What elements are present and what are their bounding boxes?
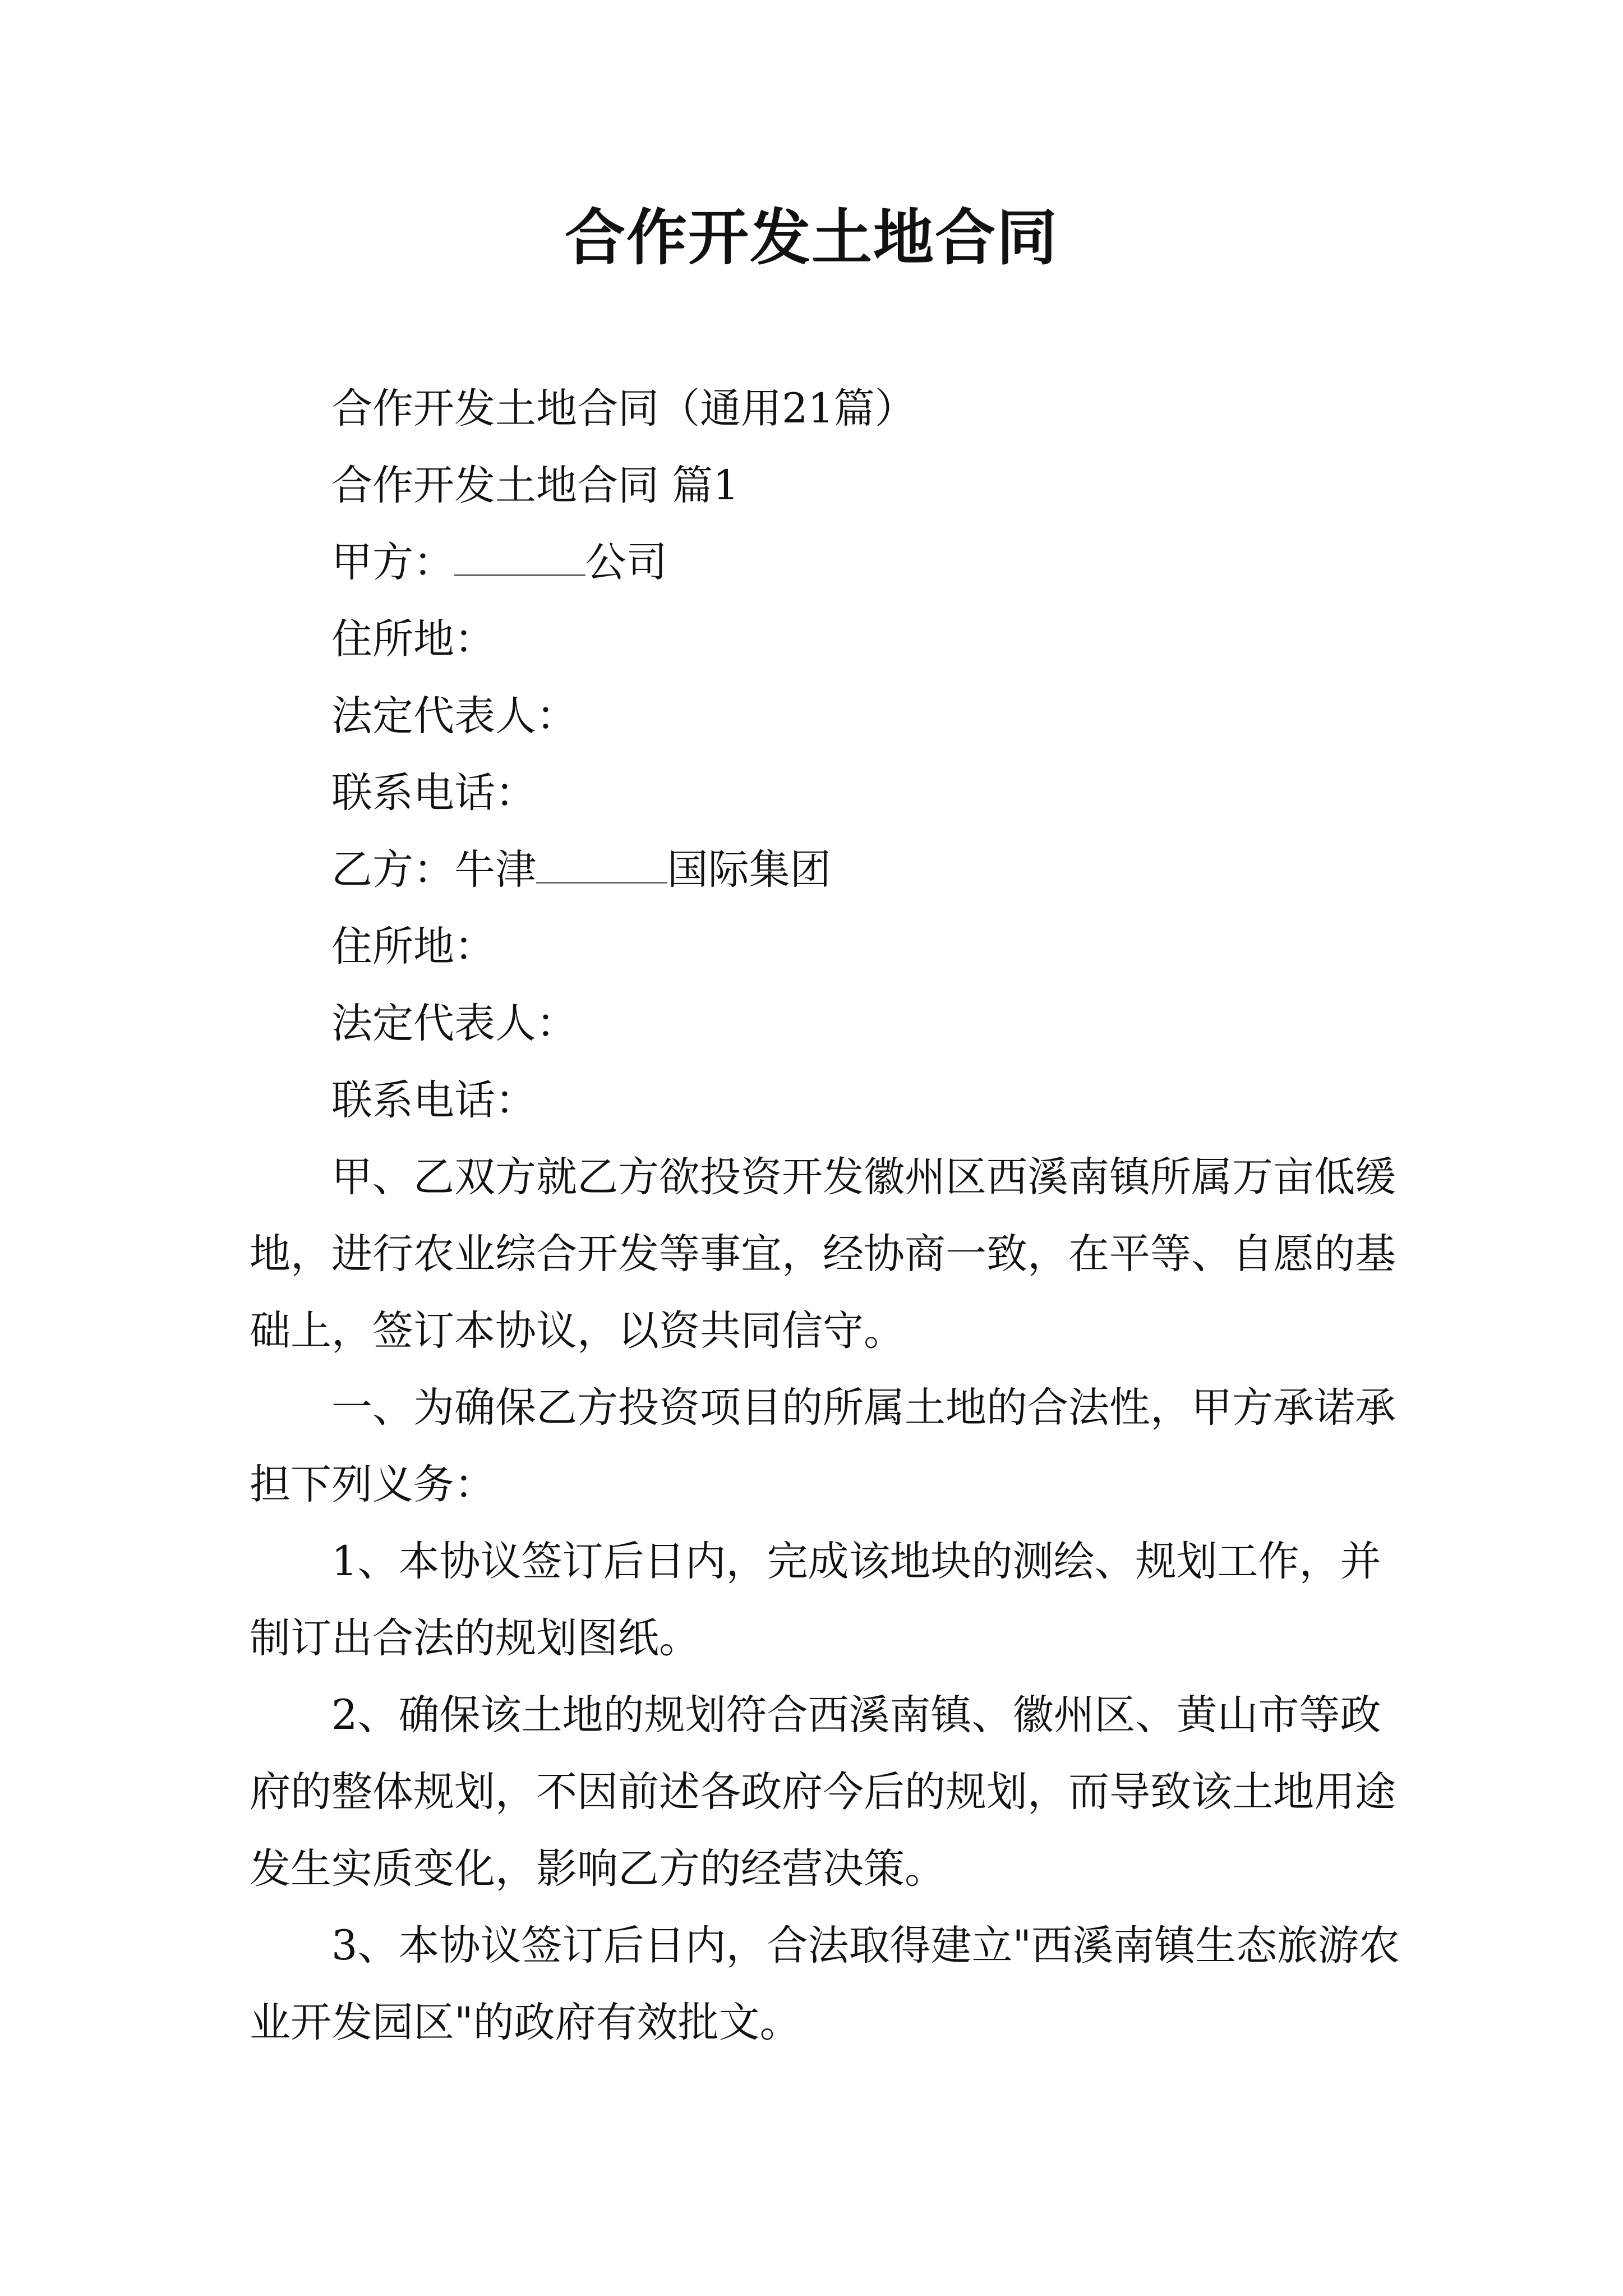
party-b-name-suffix: 国际集团 bbox=[667, 846, 831, 894]
party-b-legal-rep: 法定代表人： bbox=[331, 1000, 577, 1047]
party-a-phone: 联系电话： bbox=[331, 769, 536, 817]
paragraph-preamble: 甲、乙双方就乙方欲投资开发徽州区西溪南镇所属万亩低缓地，进行农业综合开发等事宜，经协商一致，在平等、自愿的基础上，签订本协议，以资共同信守。 bbox=[250, 1153, 1396, 1355]
party-b-name-blank bbox=[536, 843, 667, 884]
party-a-name bbox=[250, 524, 1413, 601]
party-b-phone: 联系电话： bbox=[331, 1076, 536, 1124]
party-b-name-prefix: 乙方：牛津 bbox=[331, 846, 536, 894]
paragraph-item-3: 3、本协议签订后日内，合法取得建立"西溪南镇生态旅游农业开发园区"的政府有效批文。 bbox=[250, 1922, 1400, 2046]
document-title: 合作开发土地合同 bbox=[564, 203, 1058, 273]
document-body bbox=[250, 370, 1413, 2061]
section-heading: 合作开发土地合同 篇1 bbox=[331, 462, 739, 509]
party-a-name-prefix: 甲方： bbox=[331, 539, 454, 586]
party-a-name-blank bbox=[454, 536, 585, 576]
party-b-address: 住所地： bbox=[331, 923, 495, 970]
paragraph-item-2: 2、确保该土地的规划符合西溪南镇、徽州区、黄山市等政府的整体规划，不因前述各政府今后的规划，而导致该土地用途发生实质变化，影响乙方的经营决策。 bbox=[250, 1691, 1396, 1893]
paragraph-item-1: 1、本协议签订后日内，完成该地块的测绘、规划工作，并制订出合法的规划图纸。 bbox=[250, 1538, 1381, 1662]
party-a-legal-rep: 法定代表人： bbox=[331, 692, 577, 740]
party-b-name bbox=[250, 831, 1413, 908]
document-subtitle: 合作开发土地合同（通用21篇） bbox=[331, 385, 916, 432]
party-a-address: 住所地： bbox=[331, 615, 495, 663]
paragraph-clause-1: 一、为确保乙方投资项目的所属土地的合法性，甲方承诺承担下列义务： bbox=[250, 1384, 1396, 1508]
party-a-name-suffix: 公司 bbox=[585, 539, 667, 586]
